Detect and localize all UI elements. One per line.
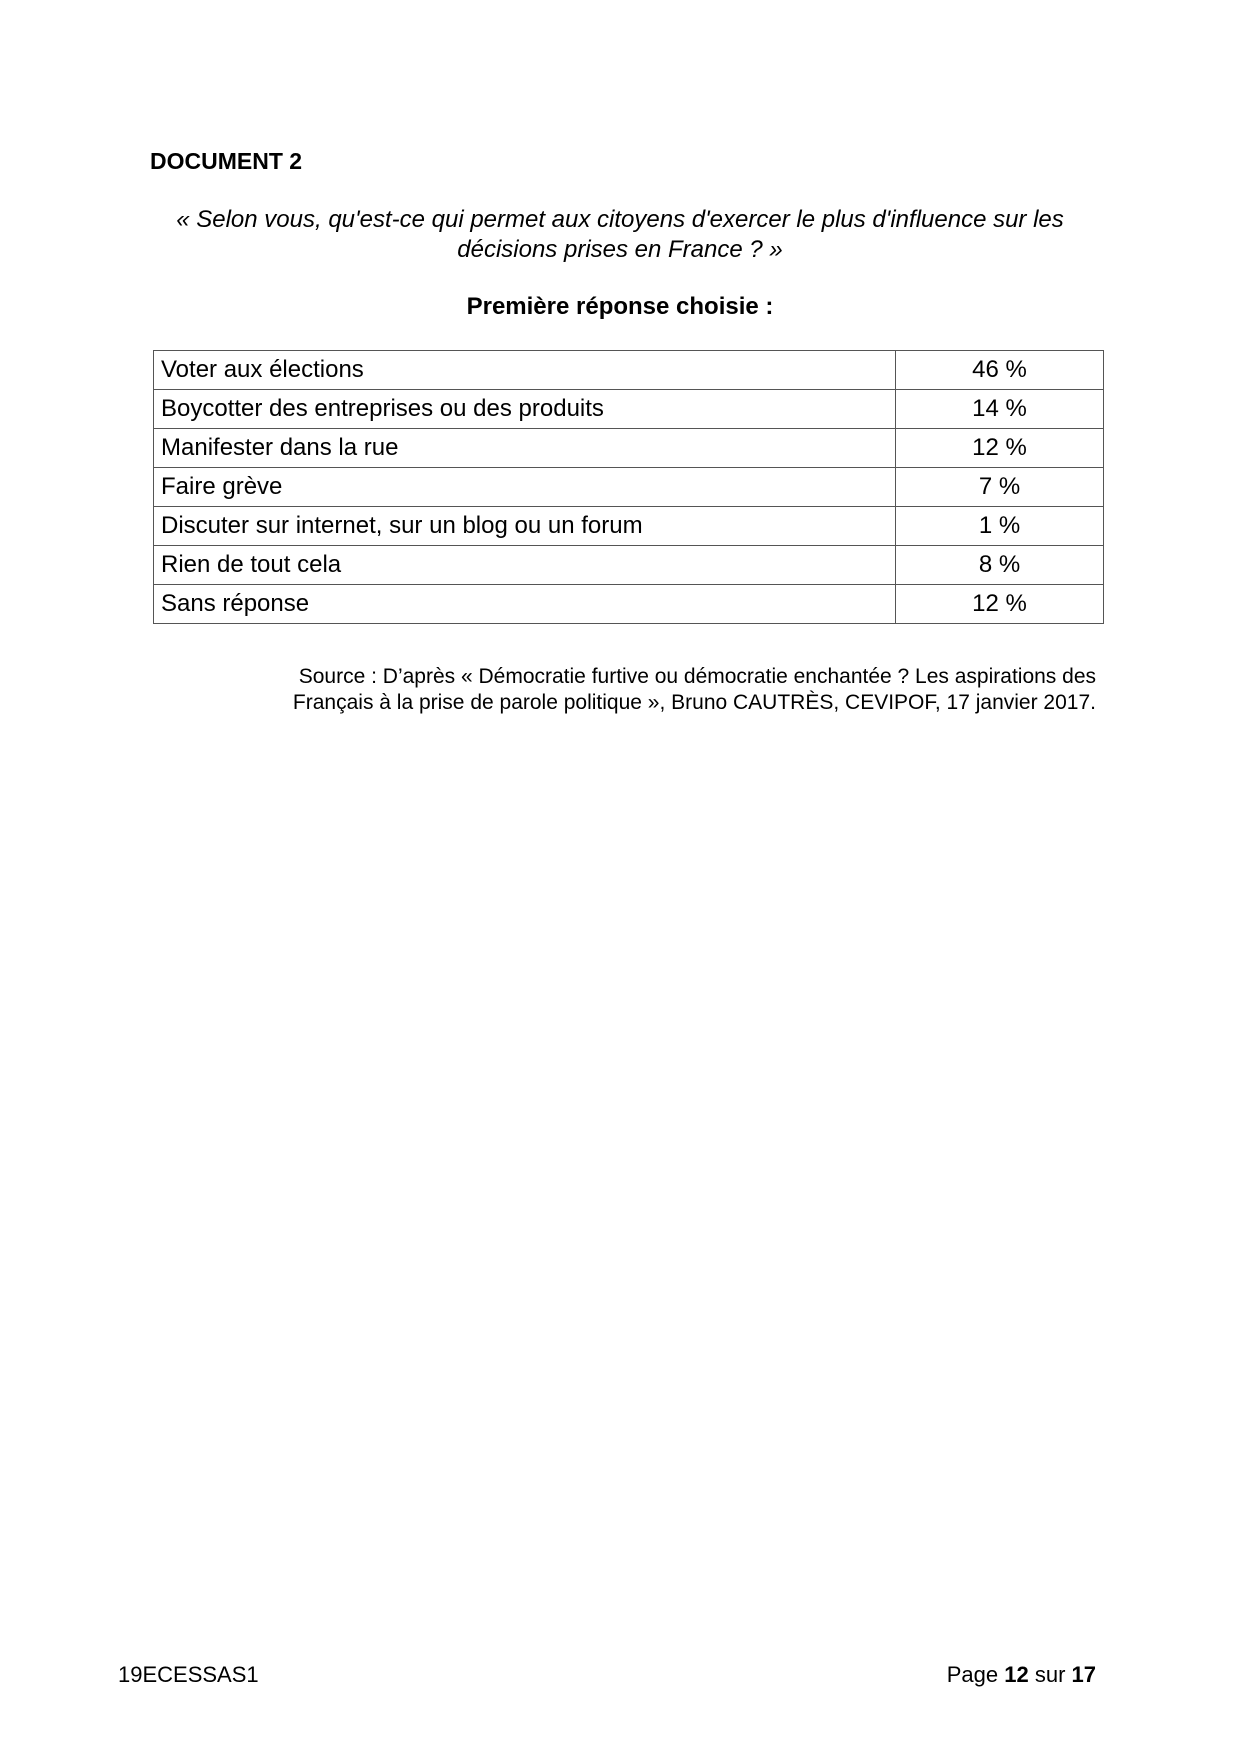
results-table xyxy=(153,350,1104,624)
of-word: sur xyxy=(1034,1662,1066,1687)
footer-page-number xyxy=(947,1662,1096,1688)
row-value: 12 % xyxy=(896,585,1104,624)
table-row xyxy=(154,390,1104,429)
source-line-2: Français à la prise de parole politique », Bruno CAUTRÈS, CEVIPOF, 17 janvier 2017. xyxy=(292,691,1096,714)
survey-question-line-2: décisions prises en France ? » xyxy=(457,236,783,263)
row-label: Voter aux élections xyxy=(154,351,896,390)
row-value: 14 % xyxy=(896,390,1104,429)
survey-question xyxy=(150,205,1090,265)
survey-question-line-1: « Selon vous, qu'est-ce qui permet aux citoyens d'exercer le plus d'influence sur les xyxy=(176,206,1064,233)
row-label: Faire grève xyxy=(154,468,896,507)
current-page: 12 xyxy=(1004,1662,1029,1687)
footer-document-code: 19ECESSAS1 xyxy=(118,1662,259,1687)
table-row xyxy=(154,546,1104,585)
source-line-1: Source : D’après « Démocratie furtive ou démocratie enchantée ? Les aspirations des xyxy=(298,665,1096,688)
row-label: Manifester dans la rue xyxy=(154,429,896,468)
row-value: 8 % xyxy=(896,546,1104,585)
document-heading: DOCUMENT 2 xyxy=(150,148,303,174)
source-citation xyxy=(150,664,1096,716)
row-label: Rien de tout cela xyxy=(154,546,896,585)
row-value: 46 % xyxy=(896,351,1104,390)
table-row xyxy=(154,585,1104,624)
row-label: Sans réponse xyxy=(154,585,896,624)
page-word: Page xyxy=(946,1662,999,1687)
row-label: Discuter sur internet, sur un blog ou un forum xyxy=(154,507,896,546)
table-row xyxy=(154,468,1104,507)
table-subtitle: Première réponse choisie : xyxy=(466,293,774,320)
row-value: 1 % xyxy=(896,507,1104,546)
table-row xyxy=(154,429,1104,468)
table-row xyxy=(154,351,1104,390)
row-value: 7 % xyxy=(896,468,1104,507)
table-row xyxy=(154,507,1104,546)
row-label: Boycotter des entreprises ou des produits xyxy=(154,390,896,429)
total-pages: 17 xyxy=(1071,1662,1096,1687)
row-value: 12 % xyxy=(896,429,1104,468)
